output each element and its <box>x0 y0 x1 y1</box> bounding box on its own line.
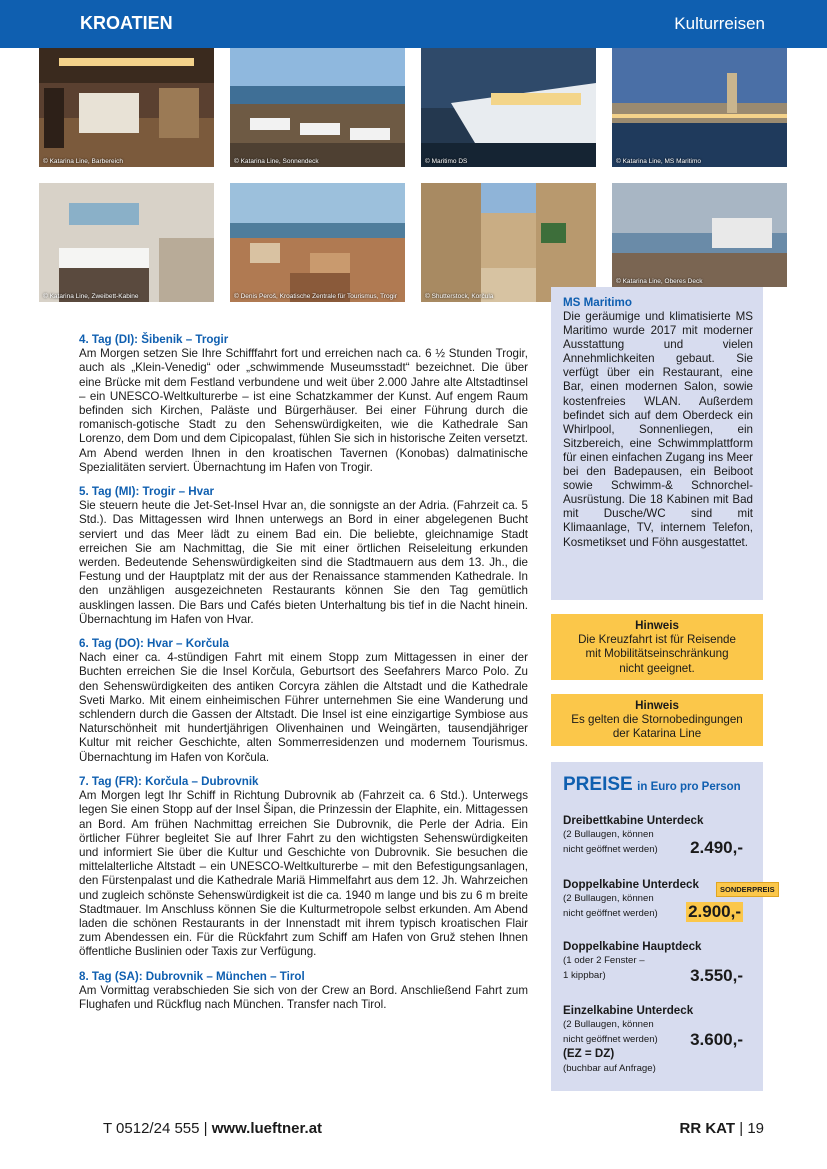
price-item-name: Doppelkabine Hauptdeck <box>563 940 702 953</box>
ship-description: Die geräumige und klimatisierte MS Maritimo wurde 2017 mit moderner Ausstattung und vielen Annehmlichkeiten gebaut. Sie verfügt über ein Restaurant, eine Bar, einen modernen Salon, sowie kostenfreies WLAN. Außerdem befindet sich auf dem Oberdeck ein Whirlpool, Sonnenliegen, ein Sitzbereich, eine Schwimmplattform für einen einfachen Zugang ins Meer bei den Badepausen, ein Beiboot sowie Schwimm-& Schnorchel-Ausrüstung. Die 18 Kabinen mit Bad mit Dusche/WC sind mit Klimaanlage, TV, internem Telefon, Kosmetikset und Föhn ausgestattet. <box>563 310 753 549</box>
price-item <box>563 940 759 983</box>
price-item-note: (2 Bullaugen, können <box>563 893 654 904</box>
hint-title: Hinweis <box>635 619 679 632</box>
footer-website-link[interactable]: www.lueftner.at <box>211 1120 323 1137</box>
hint-title: Hinweis <box>635 699 679 712</box>
hint-box-mobility <box>551 614 763 680</box>
price-item-price: 3.600,- <box>690 1030 743 1049</box>
hint-line: nicht geeignet. <box>619 661 695 675</box>
photo-caption: © Katarina Line, MS Maritimo <box>616 158 701 165</box>
price-item-note: (2 Bullaugen, können <box>563 829 654 840</box>
hint-line: Es gelten die Stornobedingungen <box>571 713 743 727</box>
day-text: Am Vormittag verabschieden Sie sich von der Crew an Bord. Anschließend Fahrt zum Flughafen und Rückflug nach München. Transfer nach Tirol. <box>79 983 528 1011</box>
day-text: Am Morgen setzen Sie Ihre Schifffahrt fort und erreichen nach ca. 6 ½ Stunden Trogir, auch als „Klein-Venedig“ oder „schwimmende Museumsstadt“ bezeichnet. Die über eine Brücke mit dem Festland verbundene und weit über 2.000 Jahre alte Altstadtinsel – ein UNESCO-Weltkulturerbe – ist eine Schatzkammer der Kunst. Auf engem Raum befinden sich Kirchen, Paläste und Bürgerhäuser. Bei einer Führung durch die romanisch-gotische Stadt zu den Sehenswürdigkeiten, wie die Kathedrale San Lorenzo, dem Dom und dem Cipicopalast, fühlen Sie sich in historische Zeiten versetzt. Am Abend werden Ihnen in den kroatischen Tavernen (Konobas) dalmatinische Spezialitäten serviert. Übernachtung im Hafen von Trogir. <box>79 347 528 474</box>
photo-korcula-alley <box>421 183 596 302</box>
photo-sun-deck <box>230 48 405 167</box>
hint-line: mit Mobilitätseinschränkung <box>585 647 729 661</box>
hint-line: Die Kreuzfahrt ist für Reisende <box>578 633 736 647</box>
day-title: 4. Tag (DI): Šibenik – Trogir <box>79 333 229 346</box>
price-item-name: Dreibettkabine Unterdeck <box>563 814 704 827</box>
price-item-note: nicht geöffnet werden) <box>563 908 658 919</box>
price-heading <box>563 774 741 796</box>
hint-line: der Katarina Line <box>612 727 702 741</box>
price-item-request: (buchbar auf Anfrage) <box>563 1063 656 1074</box>
price-item-name: Einzelkabine Unterdeck <box>563 1004 694 1017</box>
special-price-badge: SONDERPREIS <box>716 882 779 897</box>
day-title: 5. Tag (MI): Trogir – Hvar <box>79 485 215 499</box>
price-item <box>563 1004 759 1076</box>
hint-box-cancellation <box>551 694 763 746</box>
price-item-ez: (EZ = DZ) <box>563 1047 615 1060</box>
photo-caption: © Maritimo DS <box>425 158 468 165</box>
photo-upper-deck <box>612 183 787 287</box>
photo-trogir-aerial <box>230 183 405 302</box>
photo-caption: © Denis Peroš, Kroatische Zentrale für Tourismus, Trogir <box>234 293 397 300</box>
photo-caption: © Katarina Line, Oberes Deck <box>616 278 703 285</box>
price-item-price: 2.490,- <box>690 838 743 857</box>
price-item-note: 1 kippbar) <box>563 970 606 981</box>
photo-bar-area <box>39 48 214 167</box>
header-category: Kulturreisen <box>674 14 765 33</box>
price-heading-sub: in Euro pro Person <box>637 781 741 793</box>
price-item-name: Doppelkabine Unterdeck <box>563 878 699 891</box>
footer-phone: T 0512/24 555 <box>103 1120 200 1137</box>
footer-contact <box>103 1120 322 1137</box>
photo-harbour-evening <box>612 48 787 167</box>
footer-separator: | <box>739 1120 744 1137</box>
footer-page <box>680 1120 764 1137</box>
price-heading-main: PREISE <box>563 774 633 795</box>
price-item-note: nicht geöffnet werden) <box>563 1034 658 1045</box>
footer-catalog: RR KAT <box>679 1120 736 1137</box>
price-item-price: 3.550,- <box>690 966 743 985</box>
day-title: 8. Tag (SA): Dubrovnik – München – Tirol <box>79 969 305 983</box>
price-item-price-special: 2.900,- <box>688 902 741 921</box>
page-number: 19 <box>747 1120 764 1137</box>
photo-caption: © Katarina Line, Barbereich <box>43 158 123 165</box>
photo-caption: © Shutterstock, Korčula <box>425 293 494 300</box>
day-text: Sie steuern heute die Jet-Set-Insel Hvar an, die sonnigste an der Adria. (Fahrzeit ca. 5 Std.). Das Mittagessen wird Ihnen unterwegs an Bord in einer abgelegenen Bucht serviert und das Meer lädt zu einem Bad ein. Die beliebte, gleichnamige Stadt erreichen Sie am Nachmittag, die Sie mit einer örtlichen Reiseleitung erkunden werden. Bedeutende Sehenswürdigkeiten sind die Stadtmauern aus dem 13. Jh., die Festung und der Hauptplatz mit der aus der Renaissance stammenden Kathedrale. In den unzähligen ausgezeichneten Restaurants können Sie den Tag gemütlich ausklingen lassen. Die Bars und Cafés bieten Unterhaltung bis tief in die Nacht hinein. Übernachtung im Hafen von Hvar. <box>79 499 528 626</box>
price-item-note: (1 oder 2 Fenster – <box>563 955 645 966</box>
ship-title: MS Maritimo <box>563 296 632 309</box>
day-title: 6. Tag (DO): Hvar – Korčula <box>79 637 229 651</box>
photo-ship-night <box>421 48 596 167</box>
ship-info-box <box>551 287 763 600</box>
day-text: Am Morgen legt Ihr Schiff in Richtung Dubrovnik ab (Fahrzeit ca. 6 Std.). Unterwegs legen Sie einen Stopp auf der Insel Šipan, die Prinzessin der Elaphite, ein. Mittagessen an Bord. Am frühen Nachmittag erreichen Sie Dubrovnik, die Perle der Adria. Ein örtlicher Führer begleitet Sie auf Ihrer Fahrt zu den wichtigsten Sehenswürdigkeiten und informiert Sie über die Kultur und Geschichte von Dubrovnik. Sie besuchen die mittelalterliche Altstadt – ein UNESCO-Weltkulturerbe – mit den Befestigungsanlagen, den Fürstenpalast und die Kathedrale Mariä Himmelfahrt aus dem 12. Jh. Wahrzeichen und zugleich schönste Sehenswürdigkeit ist die ca. 1940 m lange und bis zu 6 m breite Stadtmauer. Im Anschluss können Sie die Kulturmetropole selbst erkunden. Am Abend laden die schönen Restaurants in der Innenstadt mit ihrem typisch kroatischen Flair zum Abendessen ein. Für die Rückfahrt zum Schiff am Hafen von Gruž stehen Ihnen öffentliche Buslinien oder Taxis zur Verfügung. <box>79 789 528 959</box>
day-text: Nach einer ca. 4-stündigen Fahrt mit einem Stopp zum Mittagessen in einer der Buchten erreichen Sie die Insel Korčula, Geburtsort des Seefahrers Marco Polo. Zu den Sehenswürdigkeiten des antiken Corcyra zählen die Altstadt und die Kathedrale Sveti Marko. Mit einem einheimischen Führer unternehmen Sie eine Wanderung und schlendern durch die Gassen der Altstadt. Die Insel ist eine einzigartige Symbiose aus Naturschönheit mit hundertjährigen Olivenhainen und Weingärten, tausendjähriger Kultur mit reicher Geschichte, alten Sommerresidenzen und modernem Tourismus. Übernachtung im Hafen von Korčula. <box>79 651 528 764</box>
photo-caption: © Katarina Line, Sonnendeck <box>234 158 319 165</box>
itinerary-column <box>79 333 528 1022</box>
photo-caption: © Katarina Line, Zweibett-Kabine <box>43 293 139 300</box>
price-item-note: (2 Bullaugen, können <box>563 1019 654 1030</box>
header-country: KROATIEN <box>80 13 173 33</box>
price-item-note: nicht geöffnet werden) <box>563 844 658 855</box>
footer-separator: | <box>203 1120 208 1137</box>
price-item <box>563 814 759 857</box>
price-box <box>551 762 763 1091</box>
day-title: 7. Tag (FR): Korčula – Dubrovnik <box>79 774 259 788</box>
photo-twin-cabin <box>39 183 214 302</box>
header-bar <box>0 0 827 48</box>
